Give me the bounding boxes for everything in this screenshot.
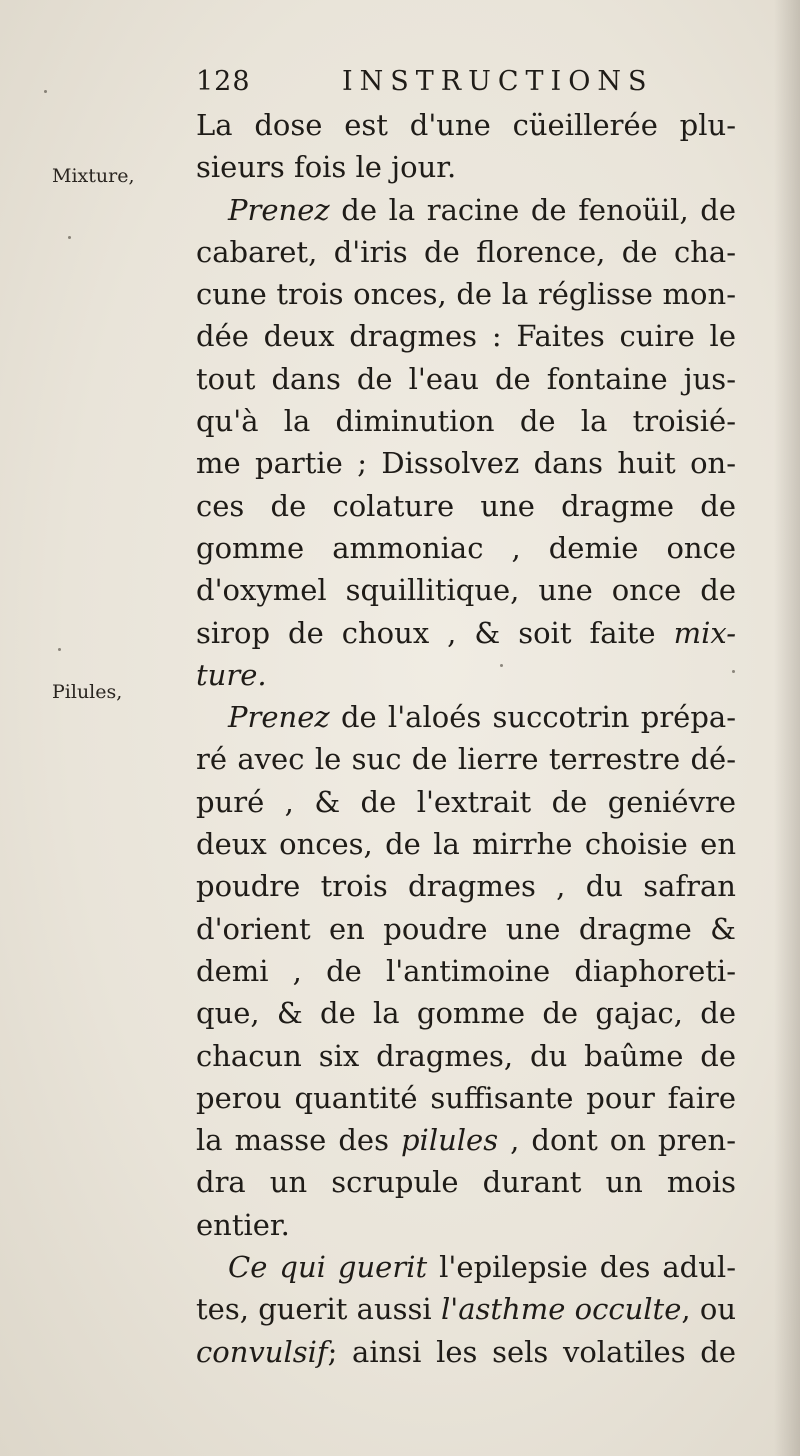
text-line: dée deux dragmes : Faites cuire le xyxy=(196,319,736,354)
text-line: qu'à la diminution de la troisié- xyxy=(196,404,736,439)
page-header xyxy=(196,62,756,102)
page-number: 128 xyxy=(196,66,251,97)
text-segment: de l'aloés succotrin prépa- xyxy=(340,700,736,735)
text-line: La dose est d'une cüeillerée plu- xyxy=(196,108,736,142)
text-line xyxy=(196,1288,736,1330)
italic-word: l'asthme occulte xyxy=(440,1292,682,1327)
text-line: demi , de l'antimoine diaphoreti- xyxy=(196,953,736,988)
italic-word: Prenez xyxy=(228,700,330,735)
text-line xyxy=(196,696,736,738)
text-segment: ; ainsi les sels volatiles de xyxy=(327,1334,736,1369)
margin-note-pilules: Pilules, xyxy=(52,681,123,703)
body-text xyxy=(196,104,736,1373)
text-line: dra un scrupule durant un mois xyxy=(196,1165,736,1200)
text-segment: de la racine de fenoüil, de xyxy=(341,192,736,227)
text-line: sieurs fois le jour. xyxy=(196,150,457,185)
ink-speck xyxy=(500,664,503,667)
italic-word: pilules xyxy=(400,1123,499,1158)
text-line: puré , & de l'extrait de geniévre xyxy=(196,784,736,819)
text-line: deux onces, de la mirrhe choisie en xyxy=(196,827,736,862)
text-line: poudre trois dragmes , du safran xyxy=(196,869,736,904)
text-line: d'orient en poudre une dragme & xyxy=(196,911,736,946)
text-line: ré avec le suc de lierre terrestre dé- xyxy=(196,742,736,777)
text-segment: , dont on pren- xyxy=(510,1123,737,1158)
ink-speck xyxy=(44,90,47,93)
text-line: d'oxymel squillitique, une once de xyxy=(196,573,736,608)
text-line: chacun six dragmes, du baûme de xyxy=(196,1038,736,1073)
ink-speck xyxy=(58,648,61,651)
italic-word: Prenez xyxy=(228,192,330,227)
text-line: entier. xyxy=(196,1207,290,1242)
text-line xyxy=(196,654,736,696)
italic-word: convulsif xyxy=(196,1334,328,1369)
text-line: cabaret, d'iris de florence, de cha- xyxy=(196,234,736,269)
text-line: que, & de la gomme de gajac, de xyxy=(196,996,736,1031)
ink-speck xyxy=(68,236,71,239)
running-title: INSTRUCTIONS xyxy=(342,66,654,97)
text-line xyxy=(196,1119,736,1161)
text-line: tout dans de l'eau de fontaine jus- xyxy=(196,361,736,396)
text-line: ces de colature une dragme de xyxy=(196,488,736,523)
italic-word: ture. xyxy=(196,657,267,692)
text-line xyxy=(196,612,736,654)
gutter-shadow xyxy=(774,0,800,1456)
italic-word: Ce qui guerit xyxy=(228,1250,428,1285)
text-segment: , ou xyxy=(681,1292,737,1327)
text-line: gomme ammoniac , demie once xyxy=(196,530,736,565)
margin-note-mixture: Mixture, xyxy=(52,165,135,187)
text-line xyxy=(196,1246,736,1288)
text-segment: sirop de choux , & soit faite xyxy=(196,615,656,650)
text-segment: la masse des xyxy=(196,1123,389,1158)
text-line: cune trois onces, de la réglisse mon- xyxy=(196,277,736,312)
text-line xyxy=(196,1331,736,1373)
ink-speck xyxy=(732,670,735,673)
text-segment: tes, guerit aussi xyxy=(196,1292,432,1327)
text-line: me partie ; Dissolvez dans huit on- xyxy=(196,446,736,481)
text-line xyxy=(196,189,736,231)
italic-word: mix- xyxy=(673,615,737,650)
text-segment: l'epilepsie des adul- xyxy=(439,1250,736,1285)
text-line: perou quantité suffisante pour faire xyxy=(196,1080,736,1115)
